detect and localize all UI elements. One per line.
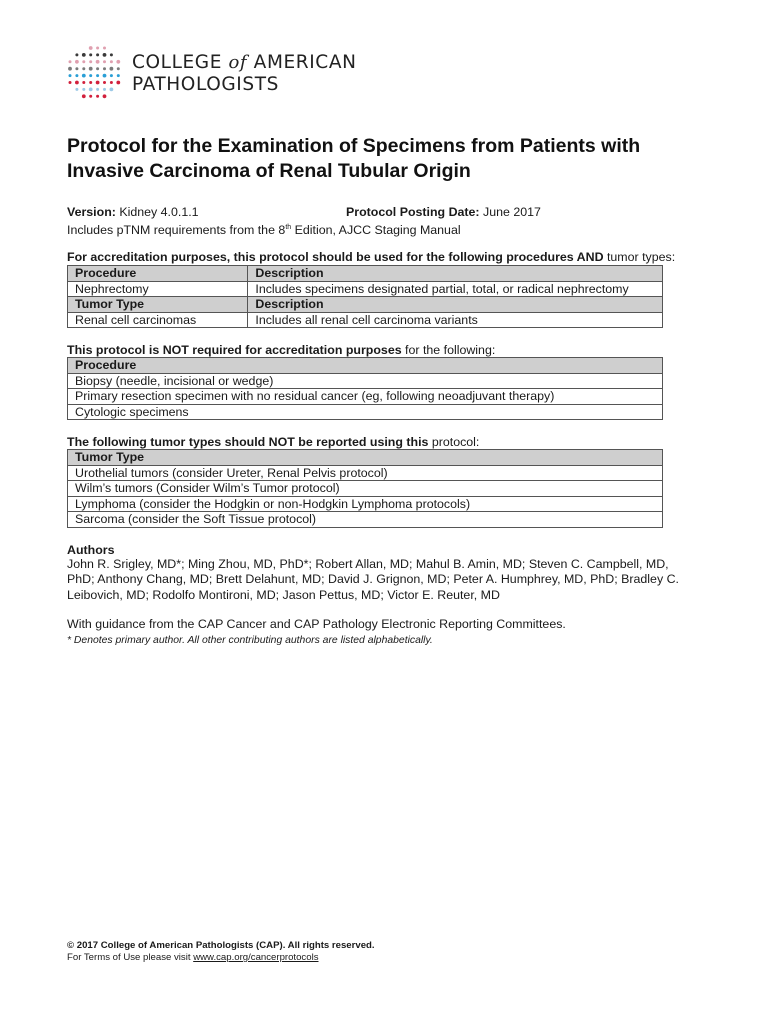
table-header-row — [68, 450, 663, 466]
logo-dot — [75, 67, 78, 70]
header-cell: Tumor Type — [68, 297, 248, 313]
logo-dot — [89, 60, 92, 63]
logo-dot — [110, 67, 114, 71]
table-row — [68, 404, 663, 420]
logo-dot — [89, 81, 92, 84]
logo-dot — [89, 95, 92, 98]
header-cell: Description — [248, 266, 663, 282]
table-cell: Wilm’s tumors (Consider Wilm’s Tumor protocol) — [68, 481, 663, 497]
logo-dot — [68, 67, 72, 71]
logo-dot — [96, 95, 99, 98]
logo-dot — [82, 81, 85, 84]
logo-dot — [89, 88, 93, 92]
logo-dot — [116, 60, 120, 64]
accreditation-heading: For accreditation purposes, this protocol should be used for the following procedures AND tumor types: — [67, 250, 676, 264]
ajcc-note: Includes pTNM requirements from the 8th Edition, AJCC Staging Manual — [67, 223, 461, 237]
table-header-row — [68, 266, 663, 282]
table-row — [68, 281, 663, 297]
footer — [67, 940, 375, 964]
logo-dot — [69, 60, 72, 63]
table-cell: Lymphoma (consider the Hodgkin or non-Hodgkin Lymphoma protocols) — [68, 496, 663, 512]
table-row — [68, 496, 663, 512]
logo-dot — [89, 46, 93, 50]
table-header-row — [68, 297, 663, 313]
logo-dot — [89, 67, 93, 71]
logo-dot — [89, 53, 92, 56]
table-header-row — [68, 358, 663, 374]
logo-dot — [110, 60, 113, 63]
primary-author-note: * Denotes primary author. All other contributing authors are listed alphabetically. — [67, 635, 433, 646]
logo-dot — [82, 67, 85, 70]
logo-dot — [103, 74, 107, 78]
logo-dot — [82, 88, 85, 91]
authors-heading: Authors — [67, 543, 115, 557]
logo-dot — [110, 81, 113, 84]
table-row — [68, 465, 663, 481]
logo-dot — [75, 81, 79, 85]
cancer-protocols-link[interactable]: www.cap.org/cancerprotocols — [193, 952, 319, 963]
logo-dot — [103, 88, 106, 91]
table-cell: Primary resection specimen with no residual cancer (eg, following neoadjuvant therapy) — [68, 389, 663, 405]
table-cell: Renal cell carcinomas — [68, 312, 248, 328]
logo-dot — [96, 60, 100, 64]
header-cell: Procedure — [68, 358, 663, 374]
authors-list: John R. Srigley, MD*; Ming Zhou, MD, PhD*; Robert Allan, MD; Mahul B. Amin, MD; Steven C. Campbell, MD, PhD; Anthony Chang, MD; Brett Delahunt, MD; David J. Grignon, MD; Peter A. Humphrey, MD, PhD; Bradley C. Leibovich, MD; Rodolfo Montironi, MD; Jason Pettus, MD; Victor E. Reuter, MD — [67, 557, 679, 602]
table-row — [68, 312, 663, 328]
header-cell: Tumor Type — [68, 450, 663, 466]
logo-dot — [96, 47, 99, 50]
not-required-heading: This protocol is NOT required for accreditation purposes for the following: — [67, 343, 496, 357]
logo-dot — [110, 74, 113, 77]
logo-dot — [69, 81, 72, 84]
posting-date: Protocol Posting Date: June 2017 — [346, 205, 541, 219]
logo-dot — [103, 53, 107, 57]
logo-dot — [96, 67, 99, 70]
table-row — [68, 373, 663, 389]
logo-dot — [103, 81, 106, 84]
logo-dot — [75, 60, 79, 64]
logo-dot — [75, 88, 78, 91]
terms-of-use: For Terms of Use please visit www.cap.org/cancerprotocols — [67, 952, 319, 963]
logo-dot — [96, 74, 99, 77]
logo-dot — [82, 94, 86, 98]
logo-dot — [96, 53, 99, 56]
logo-dot — [103, 94, 107, 98]
cap-logo-wordmark: COLLEGE of AMERICAN PATHOLOGISTS — [132, 52, 357, 95]
header-cell: Description — [248, 297, 663, 313]
table-cell: Includes all renal cell carcinoma variants — [248, 312, 663, 328]
logo-dot — [82, 60, 85, 63]
cap-logo — [66, 44, 366, 100]
copyright: © 2017 College of American Pathologists (CAP). All rights reserved. — [67, 940, 375, 951]
logo-dot — [82, 74, 86, 78]
logo-dot — [75, 53, 78, 56]
accreditation-table — [67, 265, 663, 328]
protocol-meta — [67, 205, 707, 238]
logo-dot — [110, 53, 113, 56]
not-reported-heading: The following tumor types should NOT be reported using this protocol: — [67, 435, 480, 449]
table-cell: Cytologic specimens — [68, 404, 663, 420]
logo-dot — [117, 67, 120, 70]
cap-logo-dots-icon — [66, 44, 122, 100]
logo-dot — [75, 74, 78, 77]
table-row — [68, 512, 663, 528]
logo-dot — [103, 47, 106, 50]
logo-dot — [82, 53, 86, 57]
logo-dot — [89, 74, 92, 77]
table-row — [68, 389, 663, 405]
not-reported-table — [67, 449, 663, 528]
logo-dot — [69, 74, 72, 77]
page-title: Protocol for the Examination of Specimens from Patients with Invasive Carcinoma of Renal Tubular Origin — [67, 135, 641, 182]
table-cell: Biopsy (needle, incisional or wedge) — [68, 373, 663, 389]
table-cell: Sarcoma (consider the Soft Tissue protocol) — [68, 512, 663, 528]
table-cell: Includes specimens designated partial, total, or radical nephrectomy — [248, 281, 663, 297]
logo-dot — [116, 81, 120, 85]
logo-dot — [103, 67, 106, 70]
version: Version: Kidney 4.0.1.1 — [67, 205, 199, 219]
header-cell: Procedure — [68, 266, 248, 282]
logo-dot — [117, 74, 120, 77]
logo-dot — [96, 81, 100, 85]
logo-dot — [110, 88, 114, 92]
table-row — [68, 481, 663, 497]
logo-dot — [103, 60, 106, 63]
logo-dot — [96, 88, 99, 91]
table-cell: Nephrectomy — [68, 281, 248, 297]
table-cell: Urothelial tumors (consider Ureter, Renal Pelvis protocol) — [68, 465, 663, 481]
not-required-table — [67, 357, 663, 420]
guidance-text: With guidance from the CAP Cancer and CAP Pathology Electronic Reporting Committees. — [67, 617, 566, 631]
